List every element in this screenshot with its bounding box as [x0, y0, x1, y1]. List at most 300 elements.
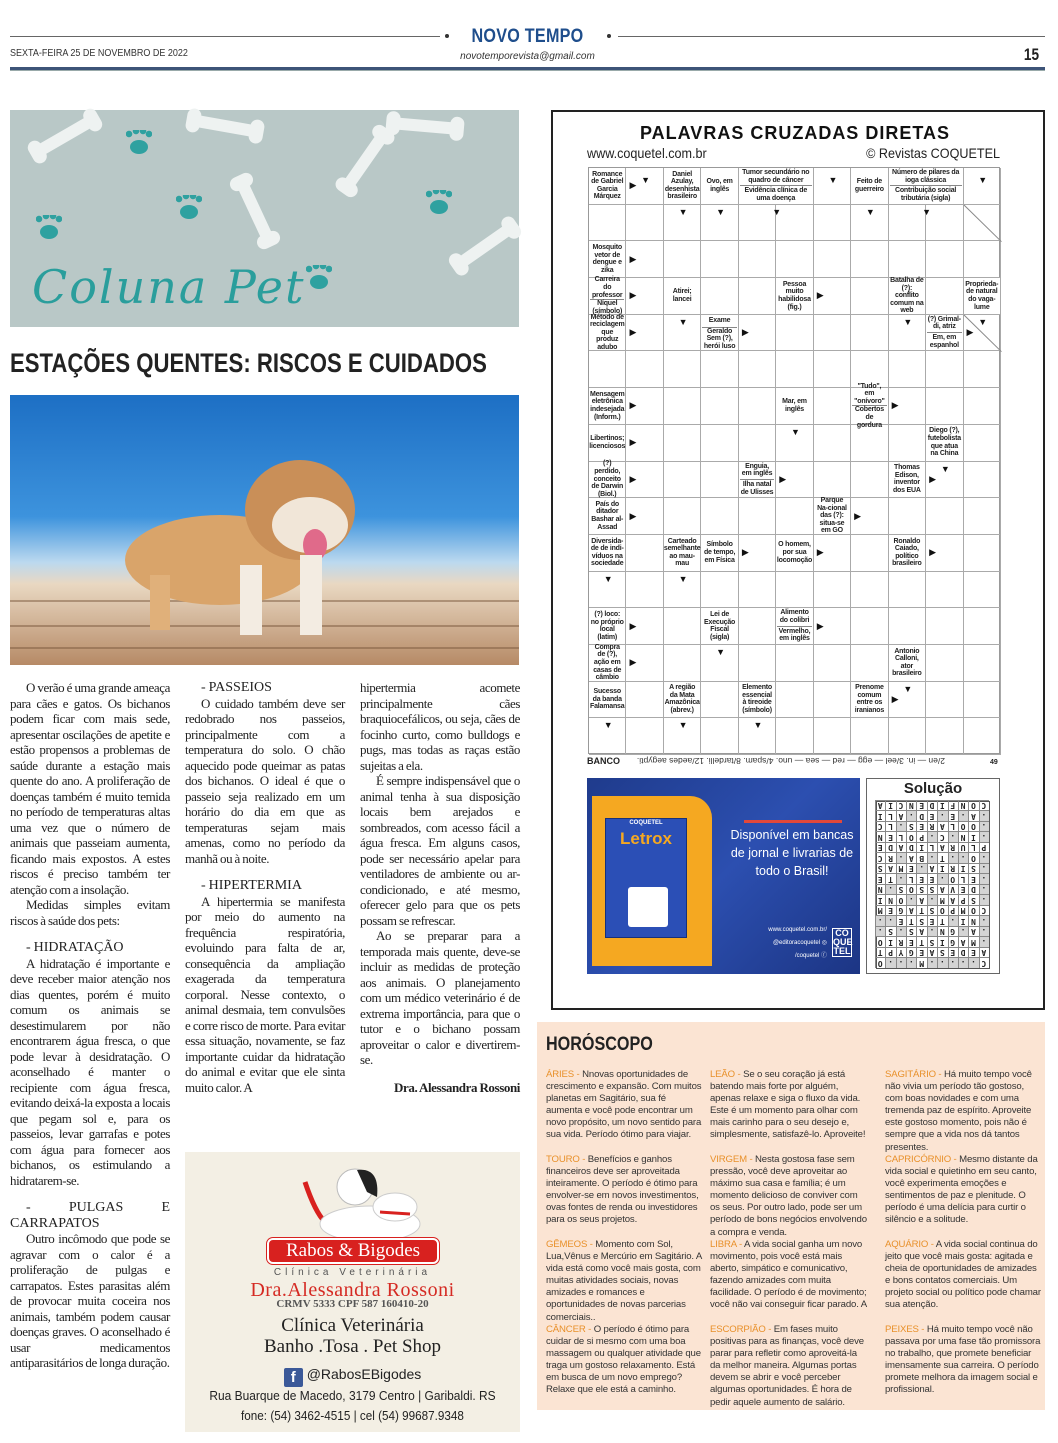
horoscope-text: Em fases muito positivas para as finanças, você deve parar para refletir como aproveitá-la da melhor maneira. Algumas portas devem se abrir e você perceber algumas oportunidades. É hora de pedir aquele aumento de salário.: [710, 1324, 864, 1408]
crossword-cell[interactable]: [664, 241, 701, 278]
crossword-cell[interactable]: [626, 682, 663, 719]
crossword-cell[interactable]: [776, 351, 813, 388]
crossword-cell[interactable]: [739, 351, 776, 388]
crossword-clue: [589, 168, 626, 205]
crossword-cell[interactable]: [664, 351, 701, 388]
clue-text: Método de reciclagem que produz adubo: [589, 313, 625, 351]
crossword-cell[interactable]: [889, 718, 926, 755]
mini-grid-icon: [628, 887, 668, 927]
crossword-cell[interactable]: [926, 205, 963, 242]
ad-site-link[interactable]: www.coquetel.com.br/: [768, 927, 827, 933]
crossword-cell[interactable]: [664, 608, 701, 645]
paw-icon: [430, 200, 448, 214]
crossword-clue: [589, 388, 626, 425]
article-paragraph: Ao se preparar para a temporada mais quente, deve-se incluir as medidas de proteção aos animais. O planejamento com um médico veterinário é de extrema importância, para que o tutor e o bichano possam aproveitar o calor e divertirem-se.: [360, 928, 520, 1067]
dog-cat-logo-icon: [295, 1162, 425, 1242]
crossword-cell[interactable]: [664, 462, 701, 499]
article-paragraph: É sempre indispensável que o animal tenha à sua disposição locais bem arejados e sombreados, com acesso fácil a água fresca. Em alguns casos, pode ser necessário apelar para ventiladores de ambiente ou ar-condicionado, e até mesmo, oferecer gelo para que os pets possam se refrescar.: [360, 773, 520, 928]
crossword-cell[interactable]: [964, 645, 1001, 682]
horoscope-column-3: [885, 1069, 1043, 1409]
doctor-name: Dra.Alessandra Rossoni: [250, 1279, 455, 1301]
crossword-clue: [701, 168, 738, 205]
ad-message: Disponível em bancas de jornal e livrarias de todo o Brasil!: [730, 828, 854, 878]
crossword-cell[interactable]: [889, 572, 926, 609]
clue-text: Ovo, em inglês: [706, 178, 733, 193]
clue-text: O homem, por sua locomoção: [776, 541, 813, 564]
arrow-down-icon: ▼: [865, 206, 875, 217]
arrow-right-icon: ▶: [816, 290, 824, 301]
horoscope-sign: LIBRA: [710, 1239, 737, 1250]
crossword-clue: [589, 425, 626, 462]
arrow-down-icon: ▼: [641, 175, 651, 185]
crossword-cell[interactable]: [889, 351, 926, 388]
crossword-cell[interactable]: [926, 645, 963, 682]
crossword-cell[interactable]: [814, 425, 851, 462]
crossword-url[interactable]: www.coquetel.com.br: [587, 145, 707, 161]
arrow-right-icon: ▶: [629, 437, 637, 448]
article-column-1: [10, 680, 170, 1371]
arrow-right-icon: ▶: [629, 510, 637, 521]
crossword-clue: [701, 315, 738, 352]
facebook-label: @RabosEBigodes: [306, 1366, 422, 1382]
crossword-cell[interactable]: [701, 572, 738, 609]
paw-icon: [40, 225, 58, 239]
horoscope-text: Momento com Sol, Lua,Vênus e Mercúrio em Sagitário. A vida está como você mais gosta, com muitas atividades sociais, novas amizades e romances e oportunidades de novas parcerias comerciais..: [546, 1239, 702, 1323]
ad-instagram-link[interactable]: @editoracoquetel ◎: [772, 940, 827, 946]
crossword-clue: [589, 462, 626, 499]
crossword-cell[interactable]: [814, 462, 851, 499]
solution-row: .A.E.ED.ALI: [872, 812, 987, 821]
arrow-down-icon: ▼: [678, 206, 688, 217]
crossword-clue: [664, 682, 701, 719]
clue-text: Mosquito vetor de dengue e zika: [592, 244, 622, 274]
crossword-cell[interactable]: [589, 351, 626, 388]
article-paragraph: Medidas simples evitam riscos à saúde dos pets:: [10, 897, 170, 928]
crossword-copyright: © Revistas COQUETEL: [866, 145, 1000, 161]
banner-title: Coluna Pet: [32, 260, 306, 314]
crossword-cell[interactable]: [851, 718, 888, 755]
clue-text-bottom: Contribuição social tributária (sigla): [890, 185, 962, 203]
clinic-services: [185, 1315, 520, 1357]
crossword-cell[interactable]: [926, 241, 963, 278]
clue-text-bottom: Níquel (símbolo): [590, 299, 624, 315]
crossword-clue: [926, 425, 963, 462]
crossword-clue: [701, 608, 738, 645]
crossword-cell[interactable]: [701, 718, 738, 755]
word-bank-label: BANCO: [587, 756, 620, 766]
horoscope-item: VIRGEM - Nesta gostosa fase sem pressão, você deve aproveitar ao máximo sua casa e família; é um momento delicioso de conviver com os seus. Por outro lado, pode ser um período de bons negócios envolvendo a compra e venda.: [710, 1154, 867, 1238]
crossword-cell[interactable]: [964, 682, 1001, 719]
clue-text: Mensagem eletrônica indesejada (Inform.): [589, 390, 625, 421]
crossword-cell[interactable]: [776, 645, 813, 682]
crossword-cell[interactable]: [626, 205, 663, 242]
crossword-cell[interactable]: [701, 241, 738, 278]
clue-text: Diversida-de de indi-víduos na sociedade: [590, 537, 624, 568]
crossword-cell[interactable]: [964, 498, 1001, 535]
services-line-1: Clínica Veterinária: [281, 1315, 424, 1336]
crossword-cell[interactable]: [851, 315, 888, 352]
crossword-cell[interactable]: [776, 205, 813, 242]
section-heading-pulgas: - PULGAS E CARRAPATOS: [10, 1200, 170, 1231]
crossword-cell[interactable]: [964, 462, 1001, 499]
crossword-cell[interactable]: [964, 241, 1001, 278]
crossword-cell[interactable]: [701, 462, 738, 499]
crossword-cell[interactable]: [926, 572, 963, 609]
horoscope-text: Nnovas oportunidades de crescimento e expansão. Com muitos planetas em Sagitário, sua fé aumenta e você pode encontrar um novo propósito, um novo sentido para sua vida. Período ótimo para viajar.: [546, 1069, 702, 1141]
horoscope-sign: ESCORPIÃO: [710, 1324, 766, 1335]
diagonal-divider: [964, 205, 1001, 242]
crossword-cell[interactable]: [701, 498, 738, 535]
crossword-cell[interactable]: [739, 645, 776, 682]
solution-grid: [872, 801, 990, 969]
instagram-icon: ◎: [821, 940, 827, 946]
crossword-cell[interactable]: [964, 388, 1001, 425]
article-paragraph: hipertermia acomete principalmente cães braquiocefálicos, ou seja, cães de focinho curto, como bulldogs e pugs, mas todas as raças estão sujeitas a ela.: [360, 680, 520, 773]
solution-row: AEDESAEGYPT: [872, 948, 987, 958]
horoscope-sign: SAGITÁRIO: [885, 1069, 936, 1080]
crossword-cell[interactable]: [964, 351, 1001, 388]
crossword-clue: [889, 535, 926, 572]
arrow-down-icon: ▼: [903, 683, 913, 694]
arrow-down-icon: ▼: [716, 206, 725, 217]
doctor-registration: CRMV 5333 CPF 587 160410-20: [276, 1298, 429, 1310]
crossword-cell[interactable]: [701, 278, 738, 315]
clue-text: Elemento essencial à tireoide (símbolo): [742, 684, 772, 715]
newspaper-email[interactable]: novotemporevista@gmail.com: [460, 51, 595, 62]
article-paragraph: A hidratação é importante e deve receber maior atenção nos dias quentes, porém é muito comum os animais se desestimularem por não encontrarem água fresca, o que pode levar à desidratação. O aconselhado é manter o recipiente com água fresca, evitando deixá-la exposta a locais que pegam sol e, para os passeios, levar garrafas e potes com água para fornecer aos bichanos, os estimulando a hidratarem-se.: [10, 955, 170, 1188]
crossword-cell[interactable]: [701, 388, 738, 425]
arrow-right-icon: ▶: [779, 473, 787, 484]
crossword-cell[interactable]: [739, 278, 776, 315]
crossword-cell[interactable]: [814, 241, 851, 278]
crossword-cell[interactable]: [814, 168, 851, 205]
crossword-cell[interactable]: [776, 498, 813, 535]
clue-text: Antonio Calloni, ator brasileiro: [892, 647, 922, 678]
crossword-cell[interactable]: [626, 351, 663, 388]
arrow-right-icon: ▶: [629, 290, 637, 301]
crossword-clue: [926, 315, 963, 352]
crossword-cell[interactable]: [701, 682, 738, 719]
crossword-clue: [739, 168, 814, 205]
arrow-right-icon: ▶: [891, 400, 899, 411]
facebook-icon: f: [284, 1368, 303, 1387]
crossword-cell[interactable]: [926, 498, 963, 535]
horoscope-item: GÊMEOS - Momento com Sol, Lua,Vênus e Mercúrio em Sagitário. A vida está como você mais gosta, com muitas atividades sociais, novas amizades e romances e oportunidades de novas parcerias comerciais..: [546, 1239, 702, 1323]
arrow-right-icon: ▶: [741, 327, 749, 338]
crossword-cell[interactable]: [926, 278, 963, 315]
crossword-cell[interactable]: [926, 608, 963, 645]
horoscope-item: LIBRA - A vida social ganha um novo movimento, pois você está mais aberto, simpático e comunicativo, fazendo amizades com muita facilidade. O período é de movimento; você não vai conseguir ficar parado. A: [710, 1239, 867, 1311]
crossword-page-number: 49: [990, 759, 998, 766]
article-headline: ESTAÇÕES QUENTES: RISCOS E CUIDADOS: [10, 348, 487, 378]
crossword-clue: [589, 241, 626, 278]
crossword-cell[interactable]: [889, 608, 926, 645]
crossword-clue: [739, 682, 776, 719]
clue-text: Daniel Azulay, desenhista brasileiro: [664, 170, 700, 201]
bone-icon: [390, 117, 461, 135]
horoscope-text: Há muito tempo você não passava por uma fase tão promissora no trabalho, que promete beneficiar imensamente sua carreira. O período promete melhora da imagem social e profissional.: [885, 1324, 1041, 1396]
bone-icon: [189, 114, 260, 138]
solution-row: .O..T.BA.RC: [872, 854, 987, 863]
crossword-cell[interactable]: [664, 425, 701, 462]
crossword-cell[interactable]: [739, 205, 776, 242]
page-number: 15: [1023, 45, 1040, 64]
crossword-cell[interactable]: [814, 315, 851, 352]
clue-text-bottom: Cobertos de gordura: [852, 405, 886, 429]
article-column-3: [360, 680, 520, 1095]
crossword-cell[interactable]: [964, 535, 1001, 572]
horoscope-column-1: [546, 1069, 704, 1409]
crossword-cell[interactable]: [664, 498, 701, 535]
crossword-cell[interactable]: [626, 535, 663, 572]
bone-icon: [32, 113, 99, 158]
horoscope-column-2: [710, 1069, 868, 1409]
magazine-brand: COQUETEL: [629, 820, 663, 826]
crossword-cell[interactable]: [664, 388, 701, 425]
clue-text: Feito de guerreiro: [854, 178, 884, 193]
crossword-clue: [889, 645, 926, 682]
article-paragraph: O verão é uma grande ameaça para cães e gatos. Os bichanos podem ficar com mais sede, apresentar oscilações de apetite e estão propensos a problemas de saúde durante a estação mais quente do ano. A proliferação de doenças também é muito temida no período de temperaturas altas uma vez que o número de animais que passeiam aumenta, ficando mais expostos. A estes riscos é preciso também ter atenção com a insolação.: [10, 680, 170, 897]
crossword-clue: [889, 168, 964, 205]
crossword-grid: [588, 167, 1000, 754]
newspaper-title: NOVO TEMPO: [471, 26, 584, 47]
arrow-down-icon: ▼: [828, 175, 838, 185]
crossword-cell[interactable]: [776, 572, 813, 609]
crossword-clue: [889, 462, 926, 499]
crossword-cell[interactable]: [814, 205, 851, 242]
arrow-right-icon: ▶: [966, 327, 974, 338]
services-line-2: Banho .Tosa . Pet Shop: [263, 1336, 442, 1357]
article-signature: Dra. Alessandra Rossoni: [394, 1079, 520, 1095]
clue-text: Símbolo de tempo, em Física: [703, 541, 736, 564]
crossword-clue: [589, 608, 626, 645]
crossword-cell[interactable]: [851, 278, 888, 315]
horoscope-title: HORÓSCOPO: [546, 1034, 653, 1055]
ad-facebook-link[interactable]: /coquetel ⓕ: [794, 953, 827, 959]
header-divider: [10, 67, 1045, 71]
section-heading-hidratacao: - HIDRATAÇÃO: [26, 940, 124, 955]
crossword-cell[interactable]: [851, 645, 888, 682]
arrow-down-icon: ▼: [772, 206, 782, 217]
crossword-clue: [664, 168, 701, 205]
crossword-clue: [589, 682, 626, 719]
crossword-clue: [851, 382, 888, 429]
edition-date: SEXTA-FEIRA 25 DE NOVEMBRO DE 2022: [10, 48, 188, 59]
solution-row: .NI.TESTE..: [872, 917, 987, 926]
crossword-cell[interactable]: [964, 168, 1001, 205]
crossword-cell[interactable]: [814, 645, 851, 682]
solution-row: COMPOSTAGEM: [872, 906, 987, 916]
horoscope-text: Mesmo distante da vida social e quietinho em seu canto, você experimenta emoções e sentimentos de paz e plenitude. O período é uma delícia para curtir o silêncio e a solitude.: [885, 1154, 1038, 1226]
horoscope-item: CAPRICÓRNIO - Mesmo distante da vida social e quietinho em seu canto, você experimenta emoções e sentimentos de paz e plenitude. O período é uma delícia para curtir o silêncio e a solitude.: [885, 1154, 1038, 1226]
arrow-right-icon: ▶: [629, 253, 637, 264]
horoscope-item: TOURO - Benefícios e ganhos financeiros deve ser aproveitada inteiramente. O período é ótimo para envolver-se em novos investimentos, ovas fontes de renda ou investidores para os seus projetos.: [546, 1154, 699, 1226]
crossword-cell[interactable]: [851, 572, 888, 609]
crossword-clue: [664, 278, 701, 315]
header-rule-left: [10, 36, 440, 37]
paw-icon: [310, 275, 328, 289]
bone-icon: [453, 221, 517, 271]
clue-text: (?) perdido, conceito de Darwin (Biol.): [591, 460, 624, 498]
horoscope-sign: VIRGEM: [710, 1154, 747, 1165]
crossword-cell[interactable]: [701, 351, 738, 388]
crossword-cell[interactable]: [776, 241, 813, 278]
arrow-down-icon: ▼: [753, 720, 763, 731]
crossword-cell[interactable]: [589, 205, 626, 242]
clue-text-top: Alimento do colibri: [779, 609, 810, 624]
article-paragraph: Outro incômodo que pode se agravar com o calor é a proliferação de pulgas e carrapatos. Estes parasitas além de provocar muita coceira nos animais, também podem causar doenças graves. O aconselhado é usar medicamentos antiparasitários de longa duração.: [10, 1231, 170, 1370]
crossword-clue: [589, 278, 626, 315]
crossword-clue: [814, 498, 851, 535]
arrow-right-icon: ▶: [629, 620, 637, 631]
coquetel-logo: CO QUE TEL: [833, 928, 853, 956]
horoscope-sign: TOURO: [546, 1154, 580, 1165]
arrow-down-icon: ▼: [978, 175, 988, 185]
clue-text: Mar, em inglês: [782, 398, 807, 413]
crossword-cell[interactable]: [776, 682, 813, 719]
crossword-cell[interactable]: [926, 388, 963, 425]
coluna-pet-banner: [10, 110, 519, 327]
crossword-clue: [776, 388, 813, 425]
crossword-cell[interactable]: [964, 425, 1001, 462]
clue-text: Atirei; lancei: [672, 288, 692, 303]
crossword-cell[interactable]: [664, 645, 701, 682]
clue-text-bottom: Ilha natal de Ulisses: [740, 479, 774, 497]
solution-row: .OOLARES.LC: [872, 822, 987, 832]
horoscope-text: Se o seu coração já está batendo mais forte por alguém, apenas relaxe e siga o fluxo da vida. Este é um momento para olhar com mais carinho para o seu desejo e, simplesmente, satisfazê-lo. Aproveite!: [710, 1069, 866, 1141]
horoscope-sign: ÁRIES: [546, 1069, 575, 1080]
clue-text: Libertinos; licenciosos: [589, 435, 626, 450]
arrow-right-icon: ▶: [929, 547, 936, 558]
crossword-cell[interactable]: [851, 535, 888, 572]
horoscope-text: O período é ótimo para cuidar de si mesmo com uma boa massagem ou qualquer atividade que traga um gostoso relaxamento. Está em busca de um novo emprego? Relaxe que ele está a caminho.: [546, 1324, 701, 1396]
clue-text-bottom: Em, em espanhol: [927, 332, 961, 350]
crossword-cell[interactable]: [739, 572, 776, 609]
crossword-cell[interactable]: [626, 718, 663, 755]
crossword-cell[interactable]: [739, 608, 776, 645]
horoscope-text: A vida social continua do jeito que você mais gosta: agitada e cheia de oportunidades de amizades e bons contatos comerciais. Um projeto social ou político pode chamar sua atenção.: [885, 1239, 1041, 1311]
crossword-cell[interactable]: [851, 241, 888, 278]
arrow-right-icon: ▶: [629, 473, 637, 484]
horoscope-text: Nesta gostosa fase sem pressão, você deve aproveitar ao máximo sua casa e família; é um momento delicioso de conviver com os seus. Por outro lado, pode ser um período de bons negócios envolvendo a compra e venda.: [710, 1154, 867, 1238]
clue-text: (?) loco: no próprio local (latim): [590, 610, 624, 641]
solution-row: .SPAM.A.ONI: [872, 896, 987, 905]
vet-clinic-ad: [185, 1152, 520, 1432]
solution-row: .MAGISTERIO: [872, 938, 987, 947]
arrow-down-icon: ▼: [922, 206, 931, 217]
horoscope-text: Há muito tempo você não vivia um período tão gostoso, com boas novidades e com uma tremenda paz de espírito. Aproveite este gostoso momento, pois não é sempre que a vida nos dá tantos presentes.: [885, 1069, 1032, 1153]
crossword-cell[interactable]: [814, 351, 851, 388]
horoscope-sign: GÊMEOS: [546, 1239, 588, 1250]
solution-title: Solução: [903, 780, 963, 797]
crossword-cell[interactable]: [889, 498, 926, 535]
solution-row: .DEVASSOS.N: [872, 885, 987, 895]
horoscope-text: Benefícios e ganhos financeiros deve ser aproveitada inteiramente. O período é ótimo para envolver-se em novos investimentos, ovas fontes de renda ou investidores para os seus projetos.: [546, 1154, 699, 1226]
clue-text-top: Tumor secundário no quadro de câncer: [742, 169, 810, 184]
crossword-cell[interactable]: [926, 718, 963, 755]
clue-text: Carteado semelhante ao mau-mau: [663, 537, 701, 568]
horoscope-item: ÁRIES - Nnovas oportunidades de crescimento e expansão. Com muitos planetas em Sagitário, sua fé aumenta e você pode encontrar um novo propósito, um novo sentido para sua vida. Período ótimo para viajar.: [546, 1069, 702, 1141]
clue-text: Lei de Execução Fiscal (sigla): [704, 610, 736, 641]
horoscope-text: A vida social ganha um novo movimento, pois você está mais aberto, simpático e comunicativo, fazendo amizades com muita facilidade. O período é de movimento; você não vai conseguir ficar parado. A: [710, 1239, 867, 1311]
crossword-cell[interactable]: [889, 425, 926, 462]
crossword-cell[interactable]: [739, 241, 776, 278]
arrow-right-icon: ▶: [891, 693, 899, 704]
crossword-cell[interactable]: [851, 425, 888, 462]
arrow-right-icon: ▶: [741, 547, 749, 558]
solution-row: .ELO.EEL.TE: [872, 875, 987, 884]
crossword-cell[interactable]: [889, 205, 926, 242]
arrow-down-icon: ▼: [678, 573, 688, 584]
arrow-down-icon: ▼: [678, 316, 688, 327]
crossword-cell[interactable]: [851, 462, 888, 499]
crossword-cell[interactable]: [851, 608, 888, 645]
clue-text-bottom: Evidência clínica de uma doença: [740, 185, 812, 203]
clue-text-bottom: Vermelho, em inglês: [777, 626, 811, 644]
horoscope-item: ESCORPIÃO - Em fases muito positivas para as finanças, você deve parar para refletir como aproveitá-la da melhor maneira. Algumas portas devem se abrir e você perceber algumas oportunidades. É hora de pedir aquele aumento de salário.: [710, 1324, 864, 1408]
arrow-right-icon: ▶: [629, 327, 637, 338]
crossword-cell[interactable]: [964, 718, 1001, 755]
header-dot: [607, 34, 611, 38]
clue-text-top: Número de pilares da ioga clássica: [891, 169, 960, 184]
clue-text-bottom: Geraldo Sem (?), herói luso: [703, 327, 736, 350]
crossword-cell[interactable]: [814, 572, 851, 609]
crossword-clue: [851, 682, 888, 719]
crossword-cell[interactable]: [964, 572, 1001, 609]
paw-icon: [130, 140, 148, 154]
article-column-2: [185, 680, 345, 1095]
bone-icon: [235, 177, 275, 246]
crossword-cell[interactable]: [776, 315, 813, 352]
horoscope-sign: LEÃO: [710, 1069, 735, 1080]
facebook-handle[interactable]: [185, 1366, 520, 1387]
crossword-cell[interactable]: [964, 608, 1001, 645]
clue-text-top: (?) Grimal-di, atriz: [927, 315, 961, 331]
solution-row: .IN.C.POLEN: [872, 833, 987, 842]
crossword-clue: [889, 278, 926, 315]
letrox-magazine-cover: [605, 818, 687, 938]
diagonal-divider: [964, 315, 1001, 352]
crossword-clue: [589, 498, 626, 535]
clue-text: País do ditador Bashar al-Assad: [591, 500, 624, 531]
magazine-title: Letrox: [620, 829, 672, 848]
crossword-cell[interactable]: [626, 572, 663, 609]
crossword-cell[interactable]: [889, 241, 926, 278]
crossword-cell[interactable]: [814, 718, 851, 755]
crossword-cell[interactable]: [926, 351, 963, 388]
clue-text: Sucesso da banda Falamansa: [590, 688, 625, 711]
solution-row: CONFIDENCIA: [872, 801, 987, 811]
crossword-cell[interactable]: [776, 718, 813, 755]
crossword-cell[interactable]: [739, 388, 776, 425]
crossword-cell[interactable]: [739, 498, 776, 535]
clue-text-top: Enguia, em inglês: [741, 462, 773, 478]
crossword-clue: [776, 608, 813, 645]
article-paragraph: A hipertermia se manifesta por meio do aumento na frequência respiratória, evoluindo para falta de ar, consequência da ampliação exagerada da temperatura corporal. Nesse contexto, o animal desmaia, tem convulsões e corre risco de morte. Para evitar essa situação, novamente, se faz importante cuidar da hidratação do animal e evitar que ele sinta muito calor. A: [185, 893, 345, 1095]
crossword-cell[interactable]: [701, 425, 738, 462]
arrow-down-icon: ▼: [791, 426, 800, 437]
crossword-cell[interactable]: [926, 682, 963, 719]
solution-row: PLURALIDADE: [872, 843, 987, 853]
section-heading-passeios: - PASSEIOS: [201, 680, 272, 695]
ad-links: [727, 924, 827, 963]
crossword-cell[interactable]: [739, 425, 776, 462]
arrow-down-icon: ▼: [940, 463, 950, 474]
crossword-cell[interactable]: [814, 388, 851, 425]
arrow-right-icon: ▶: [854, 510, 862, 521]
crossword-cell[interactable]: [814, 682, 851, 719]
horoscope-sign: CÂNCER: [546, 1324, 586, 1335]
